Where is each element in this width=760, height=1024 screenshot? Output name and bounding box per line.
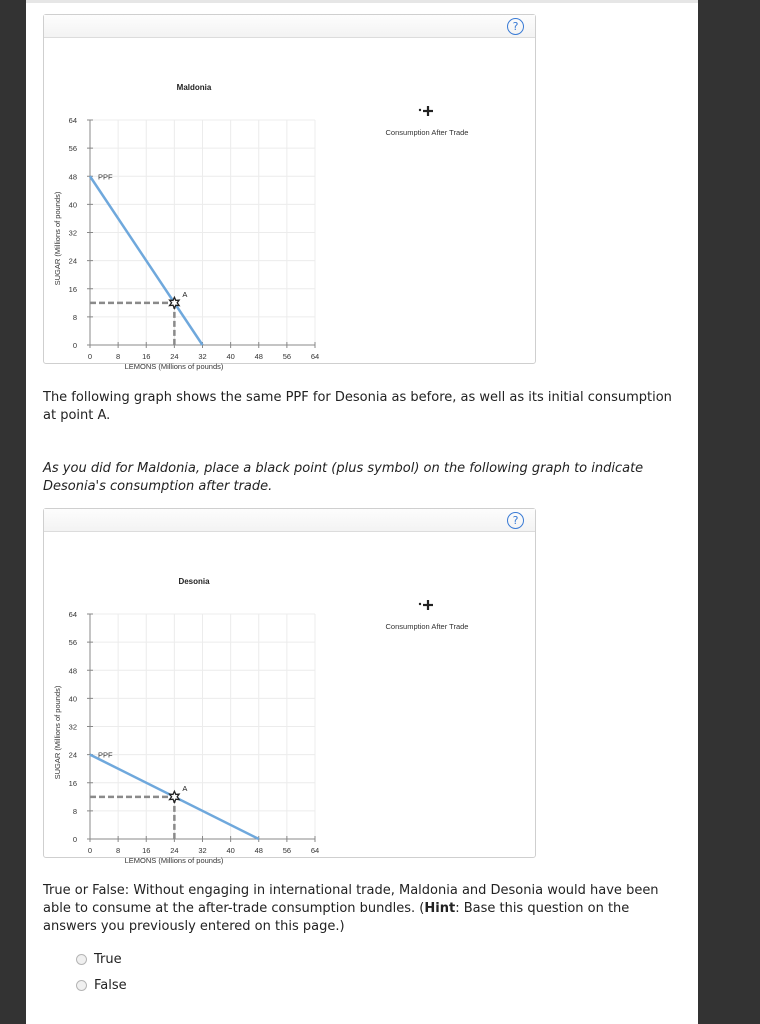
point-a-label: A [182,783,188,793]
x-tick-label: 40 [226,846,235,855]
x-tick-label: 64 [310,846,320,855]
y-tick-label: 0 [72,835,77,844]
y-tick-label: 56 [68,144,77,154]
y-tick-label: 48 [68,666,77,676]
x-tick-label: 56 [282,846,292,855]
x-tick-label: 0 [87,352,93,361]
x-tick-label: 32 [198,846,207,855]
x-axis-label: LEMONS (Millions of pounds) [124,362,224,371]
question-post: : Base this question on the answers you previously entered on this page.) [43,901,630,934]
point-a-label: A [182,289,188,299]
x-tick-label: 8 [116,846,121,855]
chart-desonia[interactable] [44,532,535,865]
ppf-label: PPF [98,750,113,760]
x-axis-label: LEMONS (Millions of pounds) [124,856,224,865]
y-tick-label: 16 [68,778,77,788]
panel-header [44,15,535,38]
option-true-label: True [94,951,122,967]
y-tick-label: 32 [68,722,77,732]
panel-header [44,509,535,532]
legend-dot-icon [419,109,421,111]
y-tick-label: 48 [68,172,77,182]
top-divider [26,0,698,3]
y-tick-label: 32 [68,228,77,238]
help-icon[interactable]: ? [507,18,524,35]
legend-label: Consumption After Trade [385,622,469,631]
y-tick-label: 8 [72,312,77,322]
y-tick-label: 24 [68,256,77,266]
y-tick-label: 0 [72,341,77,350]
x-tick-label: 64 [310,352,320,361]
point-a-marker [170,791,180,802]
y-axis-label: SUGAR (Millions of pounds) [53,191,62,286]
y-tick-label: 40 [68,200,77,210]
left-margin [0,0,26,1024]
x-tick-label: 0 [87,846,93,855]
help-icon[interactable]: ? [507,512,524,529]
option-true[interactable] [76,950,122,968]
y-tick-label: 8 [72,806,77,816]
x-tick-label: 48 [254,846,263,855]
x-tick-label: 56 [282,352,292,361]
question-text [43,882,683,936]
instruction-text: As you did for Maldonia, place a black point (plus symbol) on the following graph to indicate Desonia's consumption after trade. [43,461,644,494]
x-tick-label: 24 [170,352,179,361]
intro-text: The following graph shows the same PPF for Desonia as before, as well as its initial consumption at point A. [43,390,672,423]
x-tick-label: 48 [254,352,263,361]
y-tick-label: 16 [68,284,77,294]
hint-label: Hint [424,901,456,916]
y-tick-label: 64 [68,116,77,125]
y-tick-label: 40 [68,694,77,704]
graph-panel-maldonia [43,14,536,371]
x-tick-label: 8 [116,352,121,361]
chart-title: Maldonia [176,83,212,92]
ppf-label: PPF [98,172,113,182]
chart-maldonia[interactable] [44,38,535,371]
radio-true[interactable] [76,954,87,965]
right-margin [698,0,760,1024]
x-tick-label: 16 [142,846,151,855]
x-tick-label: 24 [170,846,179,855]
x-tick-label: 16 [142,352,151,361]
legend-dot-icon [419,603,421,605]
radio-false[interactable] [76,980,87,991]
legend-label: Consumption After Trade [385,128,469,137]
x-tick-label: 32 [198,352,207,361]
y-tick-label: 56 [68,638,77,648]
option-false-label: False [94,977,127,993]
question-pre: True or False: Without engaging in international trade, Maldonia and Desonia would have been able to consume at the after-trade consumption bundles. ( [43,883,659,916]
y-tick-label: 24 [68,750,77,760]
x-tick-label: 40 [226,352,235,361]
option-false[interactable] [76,976,127,994]
chart-title: Desonia [178,577,210,586]
y-axis-label: SUGAR (Millions of pounds) [53,685,62,780]
y-tick-label: 64 [68,610,77,619]
graph-panel-desonia [43,508,536,865]
